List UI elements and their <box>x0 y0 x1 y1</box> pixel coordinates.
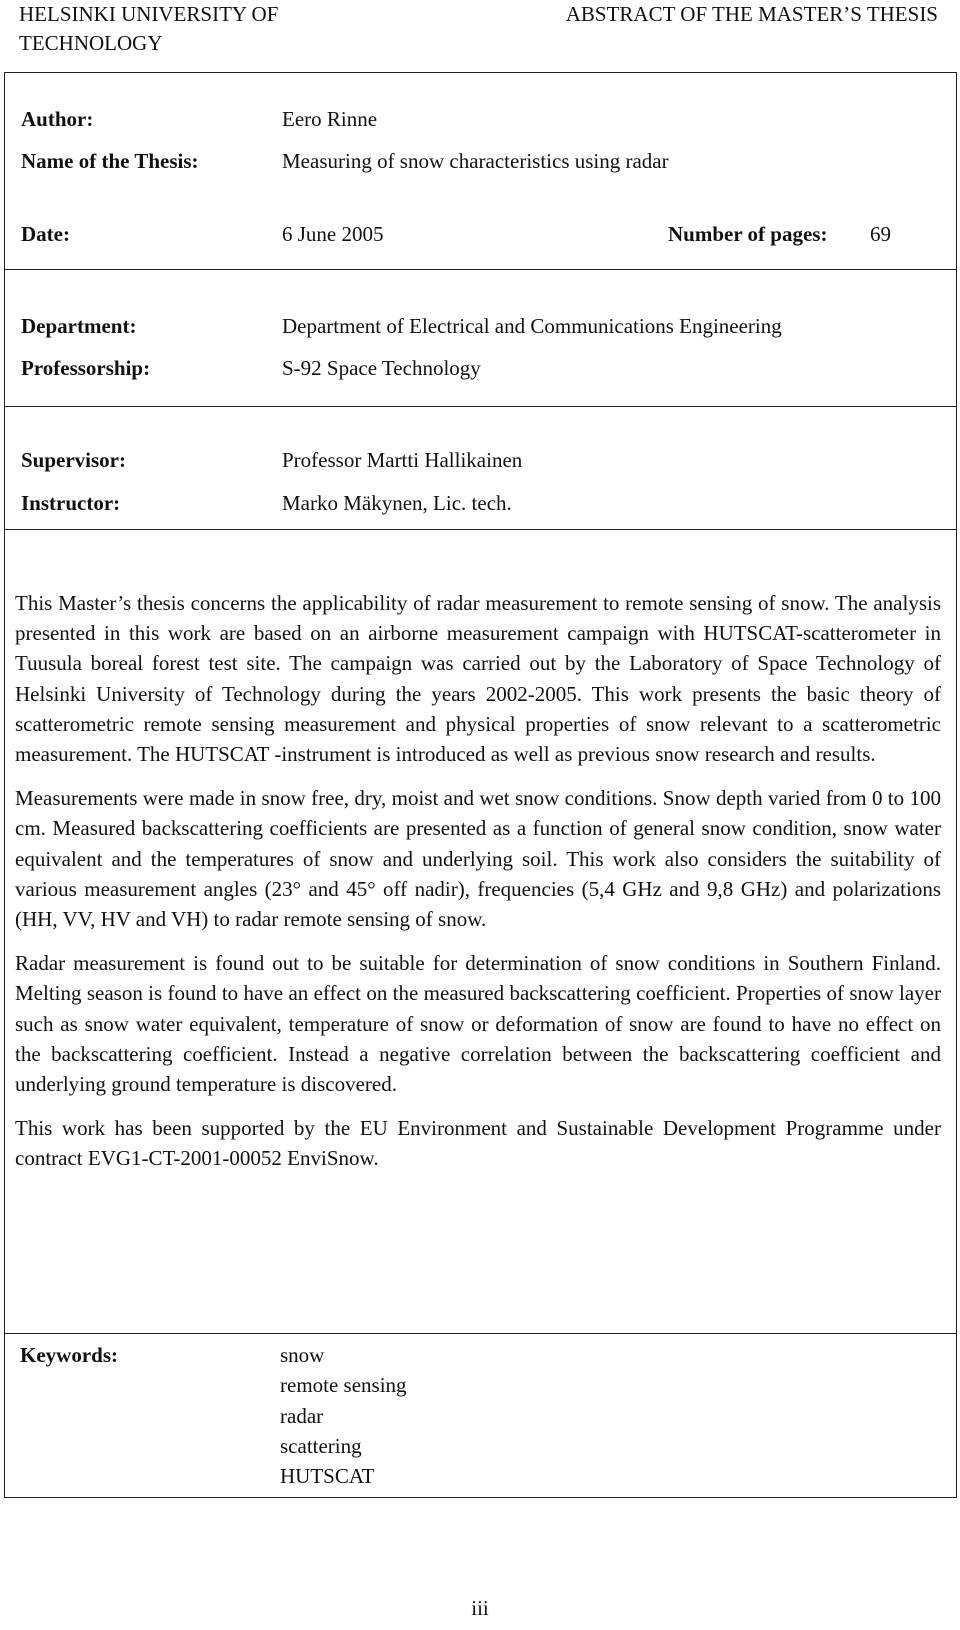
university-name <box>19 0 399 58</box>
department-label: Department: <box>21 314 137 338</box>
pages-label: Number of pages: <box>668 222 828 246</box>
thesis-value: Measuring of snow characteristics using radar <box>282 149 669 173</box>
university-name-line1: HELSINKI UNIVERSITY OF <box>19 2 279 26</box>
keyword-item: HUTSCAT <box>280 1464 375 1489</box>
keyword-item: snow <box>280 1343 325 1367</box>
author-value: Eero Rinne <box>282 107 378 131</box>
author-label: Author: <box>21 107 94 131</box>
abstract-paragraph: Radar measurement is found out to be suitable for determination of snow conditions in Southern Finland. Melting season is found to have an effect on the measured backscattering coefficient. Properties of snow layer such as snow water equivalent, temperature of snow or deformation of snow are found to have no effect on the backscattering coefficient. Instead a negative correlation between the backscattering coefficient and underlying ground temperature is discovered. <box>15 951 941 1097</box>
abstract-paragraph: This work has been supported by the EU Environment and Sustainable Development Programme under contract EVG1-CT-2001-00052 EnviSnow. <box>15 1116 941 1171</box>
keywords-list <box>280 1340 407 1491</box>
instructor-value: Marko Mäkynen, Lic. tech. <box>282 491 512 515</box>
supervisor-label: Supervisor: <box>21 448 126 472</box>
instructor-label: Instructor: <box>21 491 121 515</box>
divider <box>5 269 956 270</box>
abstract-body <box>15 588 941 1188</box>
page-number: iii <box>471 1596 489 1620</box>
keyword-item: remote sensing <box>280 1373 407 1398</box>
university-name-line2: TECHNOLOGY <box>19 31 163 55</box>
divider <box>5 529 956 530</box>
supervisor-value: Professor Martti Hallikainen <box>282 448 523 472</box>
date-label: Date: <box>21 222 70 246</box>
divider <box>5 406 956 407</box>
keywords-box <box>4 1334 957 1498</box>
department-value: Department of Electrical and Communications Engineering <box>282 314 782 338</box>
keywords-label: Keywords: <box>20 1343 118 1367</box>
professorship-label: Professorship: <box>21 356 151 380</box>
thesis-label: Name of the Thesis: <box>21 149 199 173</box>
keyword-item: radar <box>280 1403 324 1428</box>
keyword-item: scattering <box>280 1433 362 1458</box>
abstract-paragraph: This Master’s thesis concerns the applicability of radar measurement to remote sensing of snow. The analysis presented in this work are based on an airborne measurement campaign with HUTSCAT-scatterometer in Tuusula boreal forest test site. The campaign was carried out by the Laboratory of Space Technology of Helsinki University of Technology during the years 2002-2005. This work presents the basic theory of scatterometric remote sensing measurement and physical properties of snow relevant to a scatterometric measurement. The HUTSCAT -instrument is introduced as well as previous snow research and results. <box>15 591 941 767</box>
date-value: 6 June 2005 <box>282 222 384 246</box>
abstract-paragraph: Measurements were made in snow free, dry, moist and wet snow conditions. Snow depth varied from 0 to 100 cm. Measured backscattering coefficients are presented as a function of general snow condition, snow water equivalent and the temperatures of snow and underlying soil. This work also considers the suitability of various measurement angles (23° and 45° off nadir), frequencies (5,4 GHz and 9,8 GHz) and polarizations (HH, VV, HV and VH) to radar remote sensing of snow. <box>15 786 941 932</box>
pages-value: 69 <box>870 222 891 246</box>
professorship-value: S-92 Space Technology <box>282 356 481 380</box>
document-type: ABSTRACT OF THE MASTER’S THESIS <box>565 2 938 26</box>
